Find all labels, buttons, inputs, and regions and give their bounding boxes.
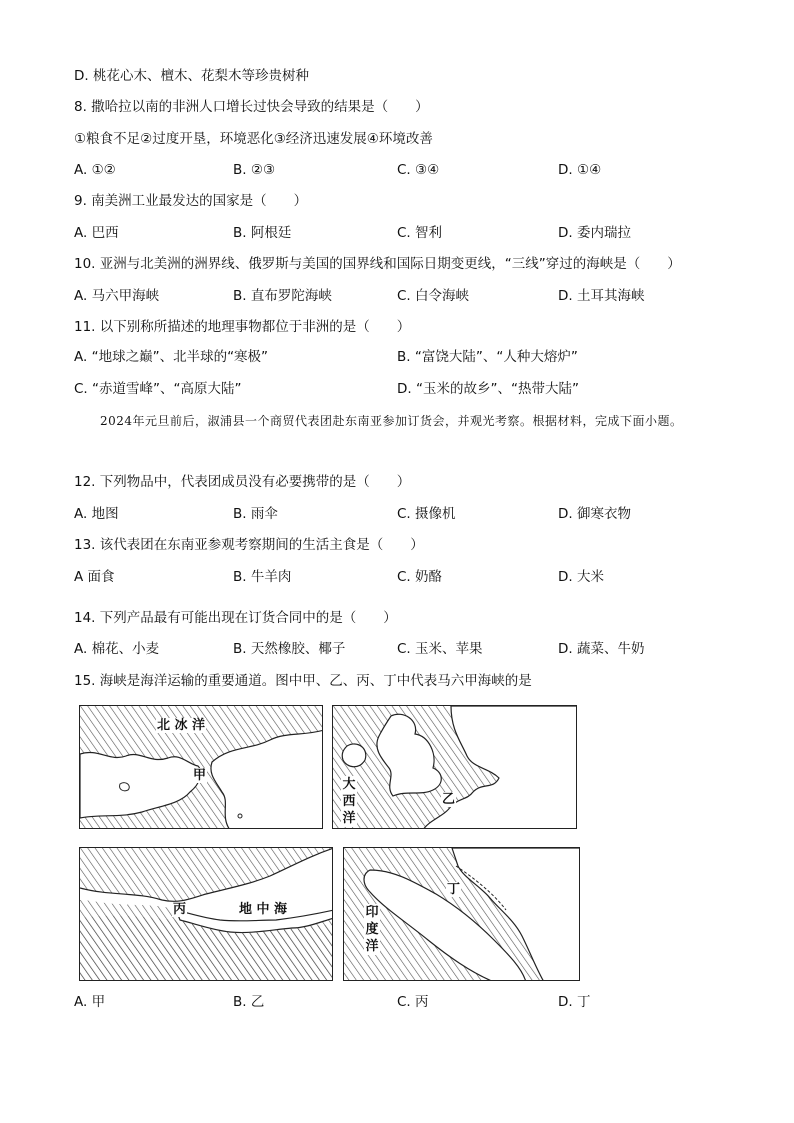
map2-ocean-label-2: 西 (342, 794, 356, 809)
map2-drawing (333, 706, 577, 829)
map2-ocean-label-1: 大 (342, 777, 356, 792)
q12-option-c[interactable]: C. 摄像机 (397, 506, 456, 522)
map4-marker-ding: 丁 (447, 882, 461, 897)
map1-marker-jia: 甲 (193, 768, 207, 783)
q15-option-c[interactable]: C. 丙 (397, 994, 429, 1010)
q9-stem: 9. 南美洲工业最发达的国家是（ ） (74, 193, 308, 209)
q14-stem: 14. 下列产品最有可能出现在订货合同中的是（ ） (74, 610, 397, 626)
map-gibraltar-strait (79, 847, 333, 981)
q11-option-a[interactable]: A. “地球之巅”、北半球的“寒极” (74, 349, 269, 365)
q14-option-b[interactable]: B. 天然橡胶、椰子 (233, 641, 346, 657)
map4-ocean-label-1: 印 (365, 905, 379, 920)
q12-option-a[interactable]: A. 地图 (74, 506, 119, 522)
map-dover-strait (332, 705, 577, 829)
q13-option-c[interactable]: C. 奶酪 (397, 569, 443, 585)
map3-marker-bing: 丙 (173, 902, 187, 917)
q7-option-d: D. 桃花心木、檀木、花梨木等珍贵树种 (74, 68, 309, 84)
q11-stem: 11. 以下别称所描述的地理事物都位于非洲的是（ ） (74, 319, 411, 335)
q8-statements: ①粮食不足②过度开垦，环境恶化③经济迅速发展④环境改善 (74, 131, 433, 147)
map4-ocean-label-2: 度 (365, 922, 379, 937)
q10-option-c[interactable]: C. 白令海峡 (397, 288, 470, 304)
q13-option-d[interactable]: D. 大米 (558, 569, 604, 585)
map2-marker-yi: 乙 (442, 792, 456, 807)
q8-option-c[interactable]: C. ③④ (397, 162, 440, 178)
q11-option-d[interactable]: D. “玉米的故乡”、“热带大陆” (397, 381, 579, 397)
q10-option-b[interactable]: B. 直布罗陀海峡 (233, 288, 332, 304)
q9-option-c[interactable]: C. 智利 (397, 225, 443, 241)
map-bering-strait (79, 705, 323, 829)
q11-option-b[interactable]: B. “富饶大陆”、“人种大熔炉” (397, 349, 578, 365)
q12-stem: 12. 下列物品中，代表团成员没有必要携带的是（ ） (74, 474, 411, 490)
q10-option-d[interactable]: D. 土耳其海峡 (558, 288, 645, 304)
q11-option-c[interactable]: C. “赤道雪峰”、“高原大陆” (74, 381, 242, 397)
q12-option-d[interactable]: D. 御寒衣物 (558, 506, 631, 522)
q8-stem: 8. 撒哈拉以南的非洲人口增长过快会导致的结果是（ ） (74, 99, 429, 115)
q13-option-a[interactable]: A 面食 (74, 569, 115, 585)
q12-option-b[interactable]: B. 雨伞 (233, 506, 278, 522)
q13-stem: 13. 该代表团在东南亚参观考察期间的生活主食是（ ） (74, 537, 424, 553)
q14-option-a[interactable]: A. 棉花、小麦 (74, 641, 160, 657)
q10-stem: 10. 亚洲与北美洲的洲界线、俄罗斯与美国的国界线和国际日期变更线，“三线”穿过的海峡是（ ） (74, 256, 681, 272)
q14-option-d[interactable]: D. 蔬菜、牛奶 (558, 641, 645, 657)
q15-option-b[interactable]: B. 乙 (233, 994, 265, 1010)
q9-option-d[interactable]: D. 委内瑞拉 (558, 225, 631, 241)
map2-ocean-label-3: 洋 (342, 811, 356, 826)
q14-option-c[interactable]: C. 玉米、苹果 (397, 641, 483, 657)
q8-option-d[interactable]: D. ①④ (558, 162, 602, 178)
q10-option-a[interactable]: A. 马六甲海峡 (74, 288, 160, 304)
q8-option-a[interactable]: A. ①② (74, 162, 116, 178)
q15-stem: 15. 海峡是海洋运输的重要通道。图中甲、乙、丙、丁中代表马六甲海峡的是 (74, 673, 532, 689)
material-passage: 2024年元旦前后，淑浦县一个商贸代表团赴东南亚参加订货会，并观光考察。根据材料，完成下面小题。 (100, 414, 683, 428)
q9-option-b[interactable]: B. 阿根廷 (233, 225, 292, 241)
q9-option-a[interactable]: A. 巴西 (74, 225, 119, 241)
map3-sea-label: 地 中 海 (239, 902, 288, 917)
q15-option-a[interactable]: A. 甲 (74, 994, 106, 1010)
q13-option-b[interactable]: B. 牛羊肉 (233, 569, 292, 585)
map-malacca-strait (343, 847, 580, 981)
map3-drawing (80, 848, 333, 981)
q15-option-d[interactable]: D. 丁 (558, 994, 591, 1010)
q8-option-b[interactable]: B. ②③ (233, 162, 276, 178)
map4-ocean-label-3: 洋 (365, 939, 379, 954)
map1-ocean-label: 北 冰 洋 (157, 718, 206, 733)
